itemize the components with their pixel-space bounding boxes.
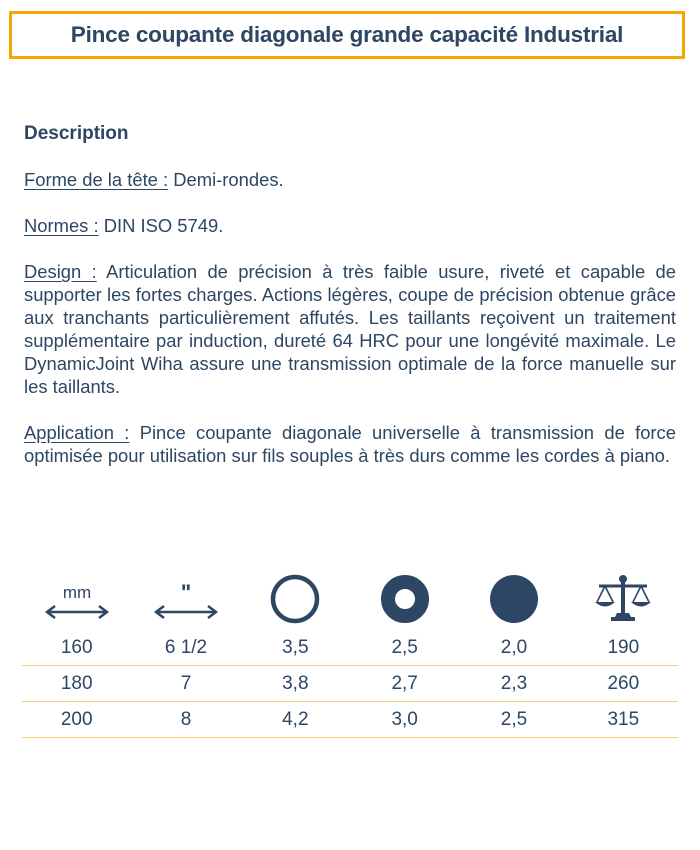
weight-scale-icon (593, 573, 653, 625)
header-inch (131, 568, 240, 630)
paragraph-label: Forme de la tête : (24, 169, 169, 190)
header-hard-wire (459, 568, 568, 630)
table-row (22, 630, 678, 665)
length-mm-icon (42, 573, 112, 625)
paragraph-application (24, 421, 676, 467)
paragraph-standards (24, 214, 676, 237)
paragraph-text: Demi-rondes. (168, 169, 284, 190)
table-row (22, 665, 678, 701)
paragraph-text: DIN ISO 5749. (98, 215, 224, 236)
hard-wire-icon (488, 573, 540, 625)
svg-text:": " (180, 580, 192, 605)
cell-medium: 2,5 (391, 636, 418, 658)
cell-medium: 2,7 (391, 672, 418, 694)
cell-weight: 190 (607, 636, 640, 658)
header-weight (569, 568, 678, 630)
cell-weight: 315 (607, 708, 640, 730)
description-heading: Description (24, 123, 129, 144)
cell-mm: 200 (60, 708, 93, 730)
paragraph-label: Application : (24, 422, 130, 443)
paragraph-text: Articulation de précision à très faible usure, riveté et capable de supporter les fortes charges. Actions légères, coupe de précision obtenue grâce aux tranchants particulièrement affutés. Les taillants reçoivent un traitement supplémentaire par induction, dureté 64 HRC pour une longévité maximale. Le DynamicJoint Wiha assure une transmission optimale de la force manuelle sur les taillants. (24, 261, 676, 397)
cell-mm: 180 (60, 672, 93, 694)
page-title: Pince coupante diagonale grande capacité Industrial (70, 22, 624, 47)
cell-soft: 4,2 (282, 708, 309, 730)
header-medium-wire (350, 568, 459, 630)
paragraph-design (24, 260, 676, 398)
cell-inch: 7 (180, 672, 192, 694)
cell-medium: 3,0 (391, 708, 418, 730)
cell-mm: 160 (60, 636, 93, 658)
cell-hard: 2,0 (500, 636, 528, 658)
paragraph-head-shape (24, 168, 676, 191)
cell-weight: 260 (607, 672, 640, 694)
description-section (24, 122, 676, 490)
paragraph-text: Pince coupante diagonale universelle à transmission de force optimisée pour utilisation sur fils souples à très durs comme les cordes à piano. (24, 422, 676, 466)
soft-wire-icon (269, 573, 321, 625)
spec-table (22, 568, 678, 738)
paragraph-label: Normes : (24, 215, 99, 236)
cell-inch: 6 1/2 (164, 636, 208, 658)
header-soft-wire (241, 568, 350, 630)
spec-header-row (22, 568, 678, 630)
cell-hard: 2,3 (500, 672, 528, 694)
table-row (22, 701, 678, 738)
svg-text:mm: mm (62, 583, 91, 602)
cell-soft: 3,5 (282, 636, 309, 658)
medium-wire-icon (379, 573, 431, 625)
cell-soft: 3,8 (282, 672, 309, 694)
title-box (9, 11, 685, 59)
length-inch-icon (151, 573, 221, 625)
cell-inch: 8 (180, 708, 192, 730)
header-mm (22, 568, 131, 630)
cell-hard: 2,5 (500, 708, 528, 730)
paragraph-label: Design : (24, 261, 97, 282)
